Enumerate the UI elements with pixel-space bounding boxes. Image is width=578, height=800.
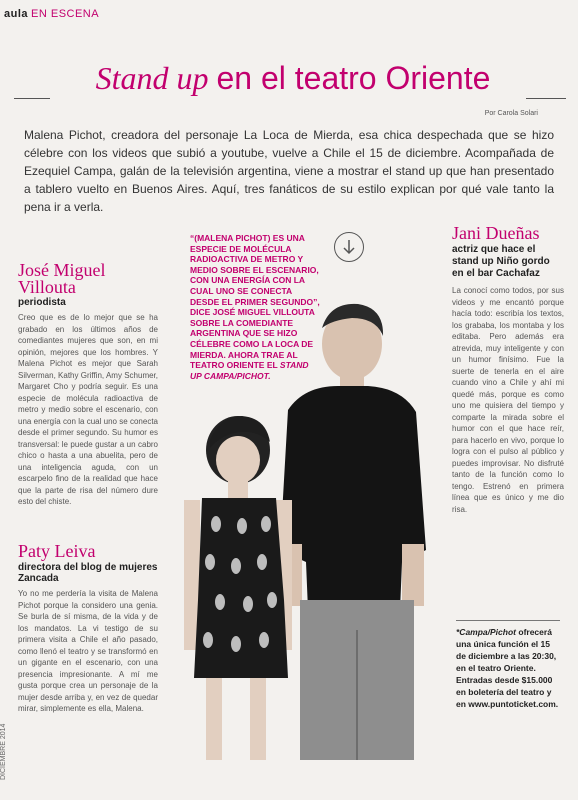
title-rule-left bbox=[14, 98, 50, 99]
event-info-text: ofrecerá una única función el 15 de diciembre a las 20:30, en el teatro Oriente. Entradas desde $15.000 en boletería del teatro y en www.puntoticket.com. bbox=[456, 627, 559, 709]
person-block-1 bbox=[18, 262, 158, 508]
title-rest: en el teatro Oriente bbox=[216, 60, 491, 96]
info-rule bbox=[456, 620, 560, 621]
person-role: directora del blog de mujeres Zancada bbox=[18, 562, 158, 584]
event-info-title: *Campa/Pichot bbox=[456, 627, 516, 637]
title-italic: Stand up bbox=[95, 60, 209, 96]
section-name: EN ESCENA bbox=[31, 8, 100, 20]
pull-quote-text: “(MALENA PICHOT) ES UNA ESPECIE DE MOLÉCULA RADIOACTIVA DE METRO Y MEDIO SOBRE EL ESCENARIO, CON UNA ENERGÍA CON LA CUAL UNO SE CONECTA DESDE EL PRIMER SEGUNDO”, DICE JOSÉ MIGUEL VILLOUTA SOBRE LA COMEDIANTE ARGENTINA QUE SE HIZO CÉLEBRE COMO LA LOCA DE MIERDA. AHORA TRAE AL TEATRO ORIENTE EL bbox=[190, 233, 320, 371]
magazine-brand: aula bbox=[4, 8, 29, 20]
person-role: periodista bbox=[18, 297, 66, 308]
arrow-down-circle-icon bbox=[334, 232, 364, 262]
byline: Por Carola Solari bbox=[484, 110, 538, 117]
person-name: José Miguel Villouta bbox=[18, 260, 106, 297]
person-block-2 bbox=[18, 543, 158, 715]
event-info bbox=[456, 626, 560, 710]
page-side-label: DICIEMBRE 2014 bbox=[0, 723, 7, 780]
man-figure bbox=[280, 304, 426, 760]
person-text: La conocí como todos, por sus videos y me encantó porque hacía todo: escribía los textos, los grababa, los montaba y los editaba. Pero además era atrevida, muy inteligente y con un humor finísimo. Fue la suerte de tenerla en el aire cuando vino a Chile y ahí mi quedé más, porque es como uno me quisiera del tiempo y comparte la mirada sobre el humor con el que hace reír, para hacerlo en vivo, porque lo logra con el pulso al público y puedes improvisar. No disfruté tanto de la función como lo tengo. Estrenó en primera línea que es único y me dio risa. bbox=[452, 286, 564, 514]
pull-quote-italic: STAND UP CAMPA/PICHOT. bbox=[190, 360, 309, 381]
intro-paragraph: Malena Pichot, creadora del personaje La Loca de Mierda, esa chica despechada que se hizo célebre con los videos que subió a youtube, vuelve a Chile el 15 de diciembre. Acompañada de Ezequiel Campa, galán de la televisión argentina, viene a mostrar el stand up que han presentado a tablero vuelto en Buenos Aires. Aquí, tres fanáticos de su estilo explican por qué vale tanto la pena ir a verla. bbox=[24, 128, 554, 214]
person-role: actriz que hace el stand up Niño gordo en el bar Cachafaz bbox=[452, 244, 550, 279]
person-name: Jani Dueñas bbox=[452, 223, 540, 243]
person-text: Creo que es de lo mejor que se ha grabado en los últimos años de comediantes mujeres que son, en mi opinión, mejores que los hombres. Y Malena Pichot es mejor que Sarah Silverman, Kathy Griffin, Amy Schumer, Margaret Cho y podría seguir. Es una especie de molécula radioactiva de metro y medio sobre el escenario, con una energía con la cual uno se conecta desde el primer segundo. Su humor es transversal: le puede gustar a un cabro chico o hasta a una abuelita, pero de una inteligencia aguda, con un escarpelo fino de la realidad que hace que la parte de risa del número dure esto del chiste. bbox=[18, 313, 158, 506]
page-title bbox=[28, 60, 558, 97]
person-name: Paty Leiva bbox=[18, 541, 96, 561]
section-tag bbox=[4, 8, 99, 20]
title-rule-right bbox=[526, 98, 566, 99]
woman-figure bbox=[184, 416, 292, 760]
person-text: Yo no me perdería la visita de Malena Pichot porque la considero una genia. Se burla de sí misma, de la vida y de los mandatos. La vi testigo de su primera visita a Chile el año pasado, como llenó el teatro y se transformó en un gigante en el escenario, con una presencia impresionante. A mí me gusta porque crea un personaje de la mujer desde arriba y, en vez de quedar mirar, simplemente es ella, Malena. bbox=[18, 589, 158, 713]
person-block-3 bbox=[452, 225, 564, 515]
comedians-photo bbox=[180, 300, 450, 760]
